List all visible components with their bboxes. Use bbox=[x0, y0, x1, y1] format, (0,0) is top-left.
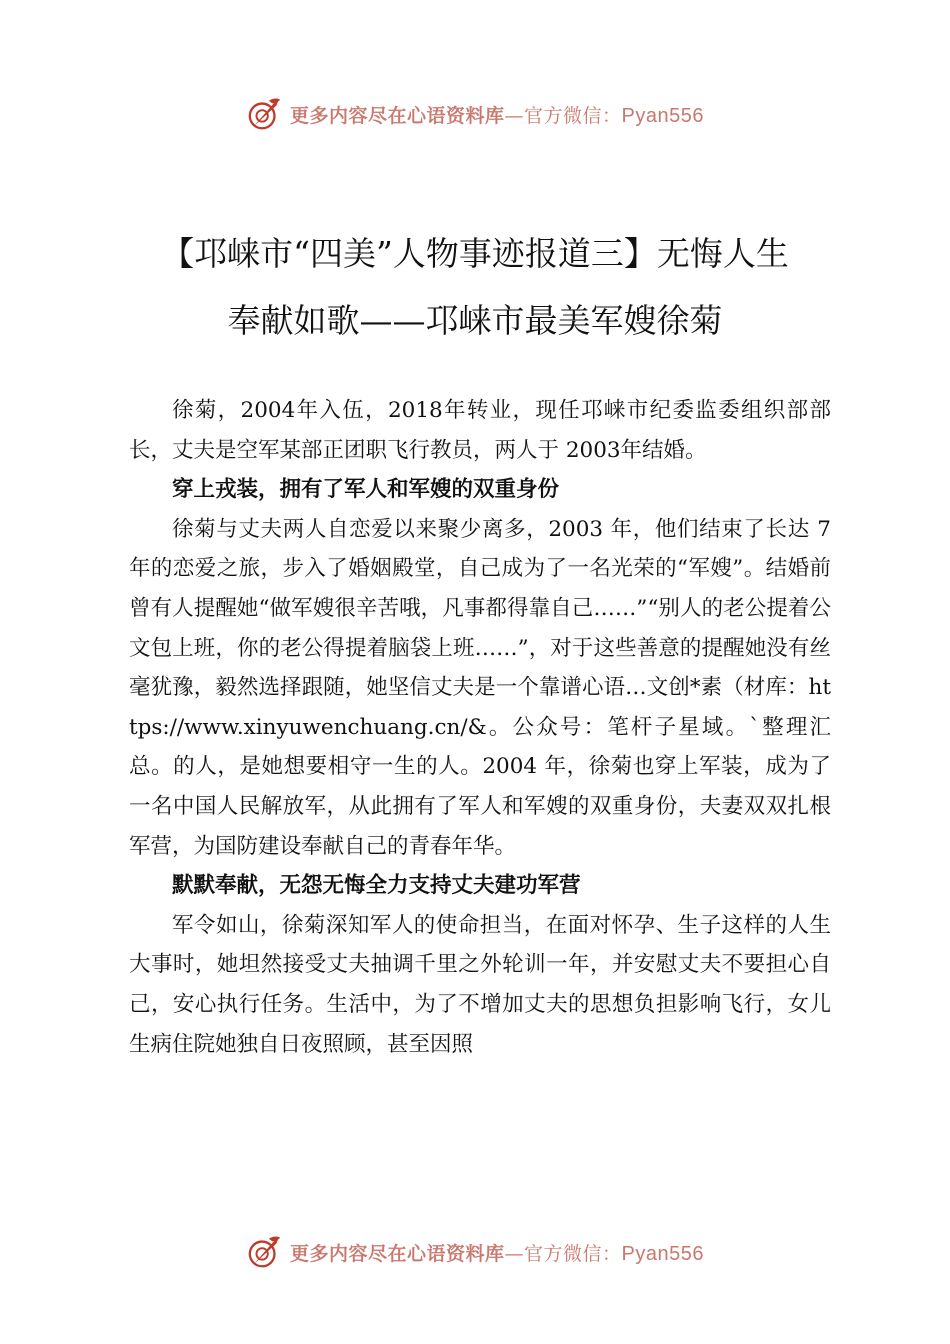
banner-separator: — bbox=[504, 1242, 525, 1265]
title-line-1: 【邛崃市“四美”人物事迹报道三】无悔人生 bbox=[161, 234, 789, 273]
intro-paragraph: 徐菊，2004年入伍，2018年转业，现任邛崃市纪委监委组织部部长，丈夫是空军某部正团职飞行教员，两人于 2003年结婚。 bbox=[129, 398, 831, 463]
header-banner bbox=[0, 92, 950, 136]
banner-brand: 更多内容尽在心语资料库 bbox=[290, 104, 505, 127]
article-body bbox=[129, 391, 831, 1064]
banner-text bbox=[290, 101, 704, 128]
banner-text bbox=[290, 1239, 704, 1266]
banner-brand: 更多内容尽在心语资料库 bbox=[290, 1242, 505, 1265]
banner-official: 官方微信： bbox=[524, 1242, 622, 1265]
banner-wechat-id: Pyan556 bbox=[621, 1242, 704, 1265]
section-heading-2: 默默奉献，无怨无悔全力支持丈夫建功军营 bbox=[172, 873, 581, 899]
section-heading-1: 穿上戎装，拥有了军人和军嫂的双重身份 bbox=[172, 477, 560, 503]
body-paragraph-2: 军令如山，徐菊深知军人的使命担当，在面对怀孕、生子这样的人生大事时，她坦然接受丈夫抽调千里之外轮训一年，并安慰丈夫不要担心自己，安心执行任务。生活中，为了不增加丈夫的思想负担影响飞行，女儿生病住院她独自日夜照顾，甚至因照 bbox=[129, 912, 831, 1057]
banner-wechat-id: Pyan556 bbox=[621, 104, 704, 127]
logo-icon bbox=[246, 95, 284, 133]
footer-banner bbox=[0, 1230, 950, 1274]
title-line-2: 奉献如歌——邛崃市最美军嫂徐菊 bbox=[227, 301, 723, 340]
body-paragraph-1: 徐菊与丈夫两人自恋爱以来聚少离多，2003 年，他们结束了长达 7 年的恋爱之旅，步入了婚姻殿堂，自己成为了一名光荣的“军嫂”。结婚前曾有人提醒她“做军嫂很辛苦哦，凡事都得靠自己……”“别人的老公提着公文包上班，你的老公得提着脑袋上班……”，对于这些善意的提醒她没有丝毫犹豫，毅然选择跟随，她坚信丈夫是一个靠谱心语…文创*素（材库：https://www.xinyuwenchuang.cn/&。公众号：笔杆子星域。`整理汇总。的人，是她想要相守一生的人。2004 年，徐菊也穿上军装，成为了一名中国人民解放军，从此拥有了军人和军嫂的双重身份，夫妻双双扎根军营，为国防建设奉献自己的青春年华。 bbox=[129, 516, 831, 859]
banner-separator: — bbox=[504, 104, 525, 127]
logo-icon bbox=[246, 1233, 284, 1271]
banner-official: 官方微信： bbox=[524, 104, 622, 127]
